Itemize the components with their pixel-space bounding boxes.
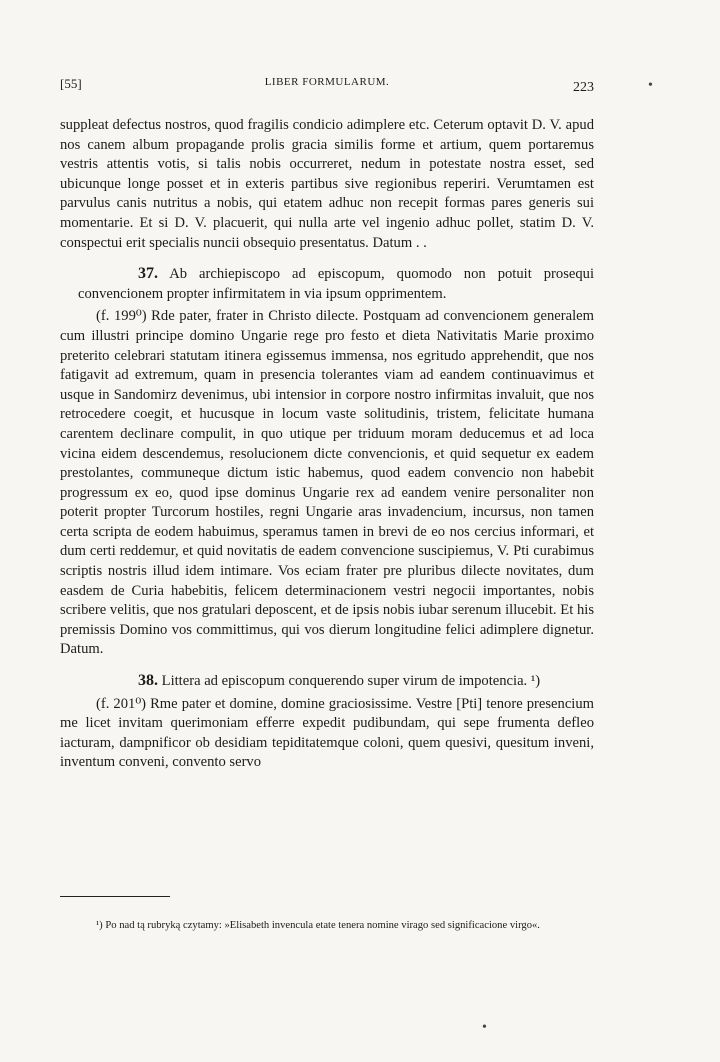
running-header	[60, 76, 594, 96]
section-number: [55]	[60, 76, 82, 91]
letter-38-number: 38.	[138, 672, 158, 690]
letter-37-title: Ab archiepiscopo ad episcopum, quomodo non potuit prosequi convencionem propter infirmitatem in via ipsum opprimentem.	[78, 266, 594, 302]
margin-mark-icon: •	[648, 78, 653, 93]
letter-37-heading	[60, 264, 594, 304]
letter-38-heading	[60, 671, 594, 692]
footnote-separator	[60, 896, 170, 897]
letter-38-title: Littera ad episcopum conquerendo super virum de impotencia. ¹)	[161, 673, 541, 690]
bottom-mark-icon: •	[482, 1020, 487, 1035]
letter-37-number: 37.	[138, 265, 158, 283]
page-body	[60, 116, 594, 773]
paragraph-continuation: suppleat defectus nostros, quod fragilis condicio adimplere etc. Ceterum optavit D. V. apud nos canem album propagande prolis gracia similis forme et artium, quem portaremus vestris attentis votis, si talis nobis occurreret, nedum in potestate nostra esset, sed ubicunque longe posset et in exteris partibus sive regionibus reperiri. Verumtamen est parvulus canis nutritus a nobis, qui etatem adhuc non recepit formas pares generis sui momentarie. Et si D. V. placuerit, qui nulla arte vel ingenio adhuc pollet, statim D. V. conspectui erit specialis nuncii obsequio presentatus. Datum . .	[60, 117, 594, 251]
letter-37-body: (f. 199⁰) Rde pater, frater in Christo dilecte. Postquam ad convencionem generalem cum illustri principe domino Ungarie rege pro festo et dieta Nativitatis Marie proximo preterito celebrari statutam itinera egissemus immensa, nos egritudo apprehendit, que nos fatigavit ad extremum, quam in presencia tolerantes viam ad eandem continuavimus et usque in Sandomirz devenimus, ubi intensior in corpore nostro infirmitas invaluit, que nos retrocedere coegit, et hucusque in locum vaste solitudinis, tristem, felicitate humana carentem declinare compulit, in quo utique per triduum moram deducemus et ad loca vicina eidem descendemus, resolucionem dicte convencionis, et quid sequetur ex eadem prestolantes, communeque dictum istic habemus, quod eadem convencio non habebit progressum ex eo, quod ipse dominus Ungarie rex ad eandem venire personaliter non poterit propter Turcorum hostiles, regni Ungarie aras invadencium, incursus, non tamen certa scripta de eodem habuimus, speramus tamen in brevi de eo nos cercius informari, et dum certi reddemur, et quid novitatis de eadem convencione suscipiemus, V. Pti curabimus scriptis nostris illud idem intimare. Vos eciam frater pre pluribus dilecte novitates, dum easdem de Curia habebitis, felicem determinacionem vestri negocii importantes, nobis scribere velitis, que nos gratulari deposcent, et de ipsis nobis iubar serenum illucebit. Et his premissis Domino vos committimus, qui vos dierum longitudine felici adimplere dignetur. Datum.	[60, 308, 594, 658]
letter-38-body: (f. 201⁰) Rme pater et domine, domine graciosissime. Vestre [Pti] tenore presencium me licet invitam querimoniam efferre expedit pudibundam, qui sepe frumenta defleo iacturam, dampnificor ob desidiam tepiditatemque coloni, quem quesivi, quesitum inveni, inventum conveni, convento servo	[60, 695, 594, 771]
running-title: LIBER FORMULARUM.	[264, 76, 390, 88]
footnote: ¹) Po nad tą rubryką czytamy: »Elisabeth invencula etate tenera nomine virago sed significacione virgo«.	[96, 920, 540, 931]
page-number: 223	[573, 80, 594, 95]
